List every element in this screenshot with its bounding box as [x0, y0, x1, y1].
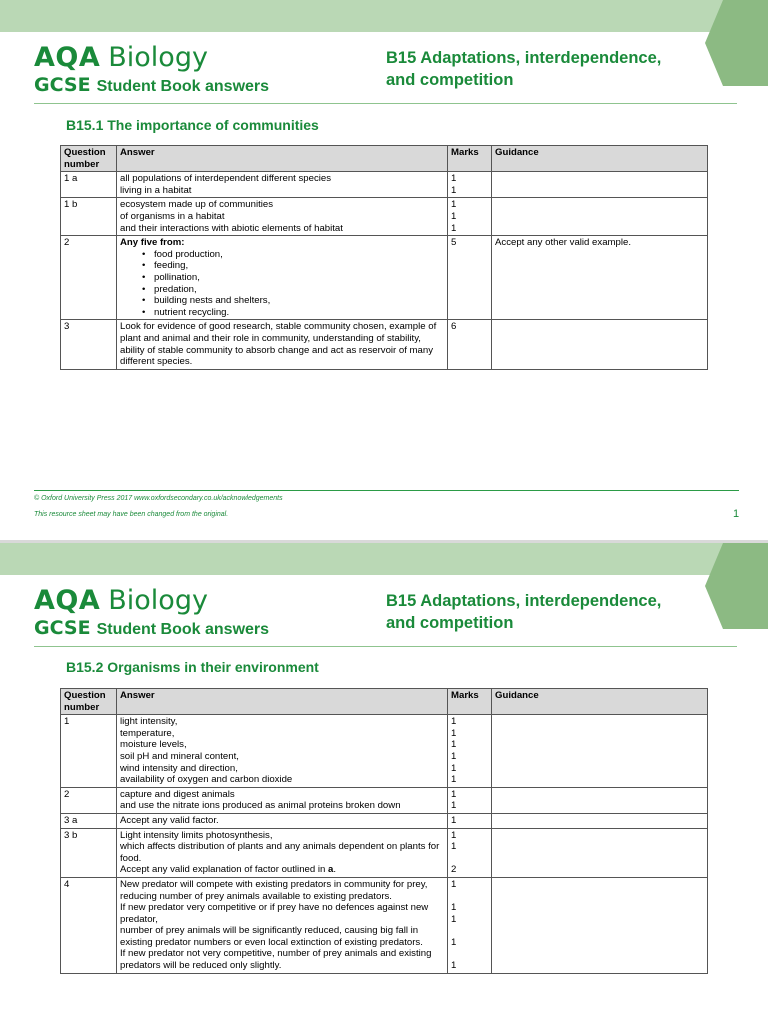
section-title: B15.1 The importance of communities: [66, 117, 319, 133]
mark: 1: [451, 727, 457, 739]
marks-cell: [448, 715, 492, 788]
mark: 6: [451, 321, 457, 333]
answer-line: ecosystem made up of communities: [120, 199, 274, 211]
answer-line: If new predator not very competitive, number of prey animals and existing predators will be reduced only slightly.: [120, 948, 432, 972]
mark: 1: [451, 902, 457, 914]
col-guidance: Guidance: [492, 689, 708, 715]
marks-cell: [448, 877, 492, 973]
footer-divider: [34, 490, 739, 491]
bullet-item: • nutrient recycling.: [120, 307, 444, 319]
mark: [451, 853, 488, 865]
answer-cell: [117, 787, 448, 813]
mark: 1: [451, 184, 457, 196]
answer-line: New predator will compete with existing predators in community for prey,: [120, 878, 428, 890]
mark: [451, 891, 488, 903]
answer-cell: [117, 320, 448, 369]
table-row: [61, 320, 708, 369]
question-cell: 1 a: [61, 172, 117, 198]
mark: 1: [451, 829, 457, 841]
answer-line: which affects distribution of plants and any animals dependent on plants for food.: [120, 841, 440, 864]
guidance-cell: [492, 828, 708, 877]
guidance-cell: [492, 172, 708, 198]
table-header-row: [61, 689, 708, 715]
table-row: [61, 236, 708, 320]
bullet-item: • building nests and shelters,: [120, 295, 444, 307]
answer-line: Look for evidence of good research, stable community chosen, example of plant and animal and their role in community, understanding of stability, ability of stable community to absorb change and act as reservoir of many different species.: [120, 321, 437, 368]
chapter-title: [386, 590, 716, 634]
answer-line: reducing number of prey animals available to existing predators.: [120, 890, 392, 902]
answer-cell: [117, 172, 448, 198]
mark: 1: [451, 173, 457, 185]
guidance-cell: [492, 813, 708, 828]
col-answer: Answer: [117, 689, 448, 715]
page-number: 1: [733, 508, 740, 520]
answer-cell: [117, 198, 448, 236]
logo-gcse: GCSE: [34, 74, 91, 96]
answer-line: soil pH and mineral content,: [120, 750, 239, 762]
chapter-line-1: B15 Adaptations, interdependence,: [386, 592, 662, 610]
col-guidance: Guidance: [492, 146, 708, 172]
col-marks: Marks: [448, 689, 492, 715]
answer-line: all populations of interdependent different species: [120, 173, 332, 185]
table-row: [61, 715, 708, 788]
mark: 1: [451, 774, 457, 786]
aqa-biology-logo: [34, 585, 208, 616]
answer-line: capture and digest animals: [120, 788, 235, 800]
mark: 1: [451, 222, 457, 234]
logo-aqa: AQA: [34, 585, 101, 616]
question-cell: 2: [61, 236, 117, 320]
mark: 1: [451, 814, 457, 826]
header-divider: [34, 103, 737, 104]
page-2: [0, 543, 768, 1024]
answer-cell: [117, 877, 448, 973]
logo-gcse: GCSE: [34, 617, 91, 639]
col-question: Question number: [61, 146, 117, 172]
table-row: [61, 198, 708, 236]
mark: 2: [451, 864, 457, 876]
bullet-item: • feeding,: [120, 260, 444, 272]
answer-line: moisture levels,: [120, 739, 187, 751]
footer-copyright: © Oxford University Press 2017 www.oxfordsecondary.co.uk/acknowledgements: [34, 495, 283, 502]
table-row: [61, 828, 708, 877]
mark: 1: [451, 750, 457, 762]
marks-cell: [448, 198, 492, 236]
table-header-row: [61, 146, 708, 172]
marks-cell: [448, 787, 492, 813]
logo-subject: Biology: [108, 585, 208, 616]
table-row: [61, 787, 708, 813]
logo-aqa: AQA: [34, 42, 101, 73]
chapter-line-2: and competition: [386, 71, 514, 89]
marks-cell: [448, 813, 492, 828]
header-divider: [34, 646, 737, 647]
guidance-cell: [492, 877, 708, 973]
mark: [451, 925, 488, 937]
mark: 1: [451, 913, 457, 925]
question-cell: 3 b: [61, 828, 117, 877]
mark: [451, 948, 488, 960]
col-marks: Marks: [448, 146, 492, 172]
answer-line: temperature,: [120, 727, 175, 739]
guidance-cell: Accept any other valid example.: [492, 236, 708, 320]
guidance-cell: [492, 787, 708, 813]
answer-cell: [117, 828, 448, 877]
answer-heading: Any five from:: [120, 237, 185, 249]
mark: 1: [451, 936, 457, 948]
table-row: [61, 172, 708, 198]
question-cell: 4: [61, 877, 117, 973]
aqa-biology-logo: [34, 42, 208, 73]
marks-cell: [448, 828, 492, 877]
logo-subtitle: Student Book answers: [96, 621, 270, 638]
marks-cell: [448, 236, 492, 320]
bullet-item: • food production,: [120, 249, 444, 261]
chapter-line-2: and competition: [386, 614, 514, 632]
mark: 1: [451, 841, 457, 853]
mark: 1: [451, 762, 457, 774]
logo-subtitle: Student Book answers: [96, 78, 270, 95]
gcse-logo: [34, 617, 269, 639]
answer-text: Accept any valid explanation of factor outlined in: [120, 864, 326, 876]
question-cell: 3 a: [61, 813, 117, 828]
header-band: [0, 0, 768, 32]
answer-line: living in a habitat: [120, 184, 192, 196]
answer-line: and use the nitrate ions produced as animal proteins broken down: [120, 800, 401, 812]
answers-table: [60, 145, 708, 370]
bullet-item: • pollination,: [120, 272, 444, 284]
mark: 1: [451, 716, 457, 728]
answer-line: [120, 864, 444, 876]
logo-subject: Biology: [108, 42, 208, 73]
col-answer: Answer: [117, 146, 448, 172]
answer-line: and their interactions with abiotic elements of habitat: [120, 222, 343, 234]
gcse-logo: [34, 74, 269, 96]
chapter-title: [386, 47, 716, 91]
answer-cell: [117, 813, 448, 828]
chapter-line-1: B15 Adaptations, interdependence,: [386, 49, 662, 67]
answer-end: .: [333, 864, 337, 876]
mark: 1: [451, 800, 457, 812]
answer-line: number of prey animals will be significantly reduced, causing big fall in existing predator numbers or even local extinction of existing predators.: [120, 925, 423, 948]
mark: 1: [451, 960, 457, 972]
answer-line: light intensity,: [120, 716, 178, 728]
mark: 1: [451, 878, 457, 890]
col-question: Question number: [61, 689, 117, 715]
answer-cell: [117, 236, 448, 320]
guidance-cell: [492, 715, 708, 788]
mark: 1: [451, 199, 457, 211]
bullet-item: • predation,: [120, 284, 444, 296]
guidance-cell: [492, 320, 708, 369]
marks-cell: [448, 172, 492, 198]
mark: 1: [451, 788, 457, 800]
question-cell: 3: [61, 320, 117, 369]
question-cell: 2: [61, 787, 117, 813]
answer-line: availability of oxygen and carbon dioxide: [120, 774, 293, 786]
section-title: B15.2 Organisms in their environment: [66, 659, 319, 675]
answer-line: Light intensity limits photosynthesis,: [120, 829, 273, 841]
table-row: [61, 813, 708, 828]
marks-cell: [448, 320, 492, 369]
guidance-cell: [492, 198, 708, 236]
table-row: [61, 877, 708, 973]
answer-cell: [117, 715, 448, 788]
answers-table: [60, 688, 708, 974]
mark: 1: [451, 739, 457, 751]
mark: 1: [451, 210, 457, 222]
answer-bold-ref: a: [328, 864, 334, 876]
answer-line: of organisms in a habitat: [120, 210, 225, 222]
answer-line: Accept any valid factor.: [120, 814, 219, 826]
answer-line: wind intensity and direction,: [120, 762, 238, 774]
question-cell: 1: [61, 715, 117, 788]
answer-line: If new predator very competitive or if prey have no defences against new predator,: [120, 902, 429, 925]
header-band: [0, 543, 768, 575]
mark: 5: [451, 237, 457, 249]
footer-note: This resource sheet may have been changed from the original.: [34, 511, 229, 518]
question-cell: 1 b: [61, 198, 117, 236]
